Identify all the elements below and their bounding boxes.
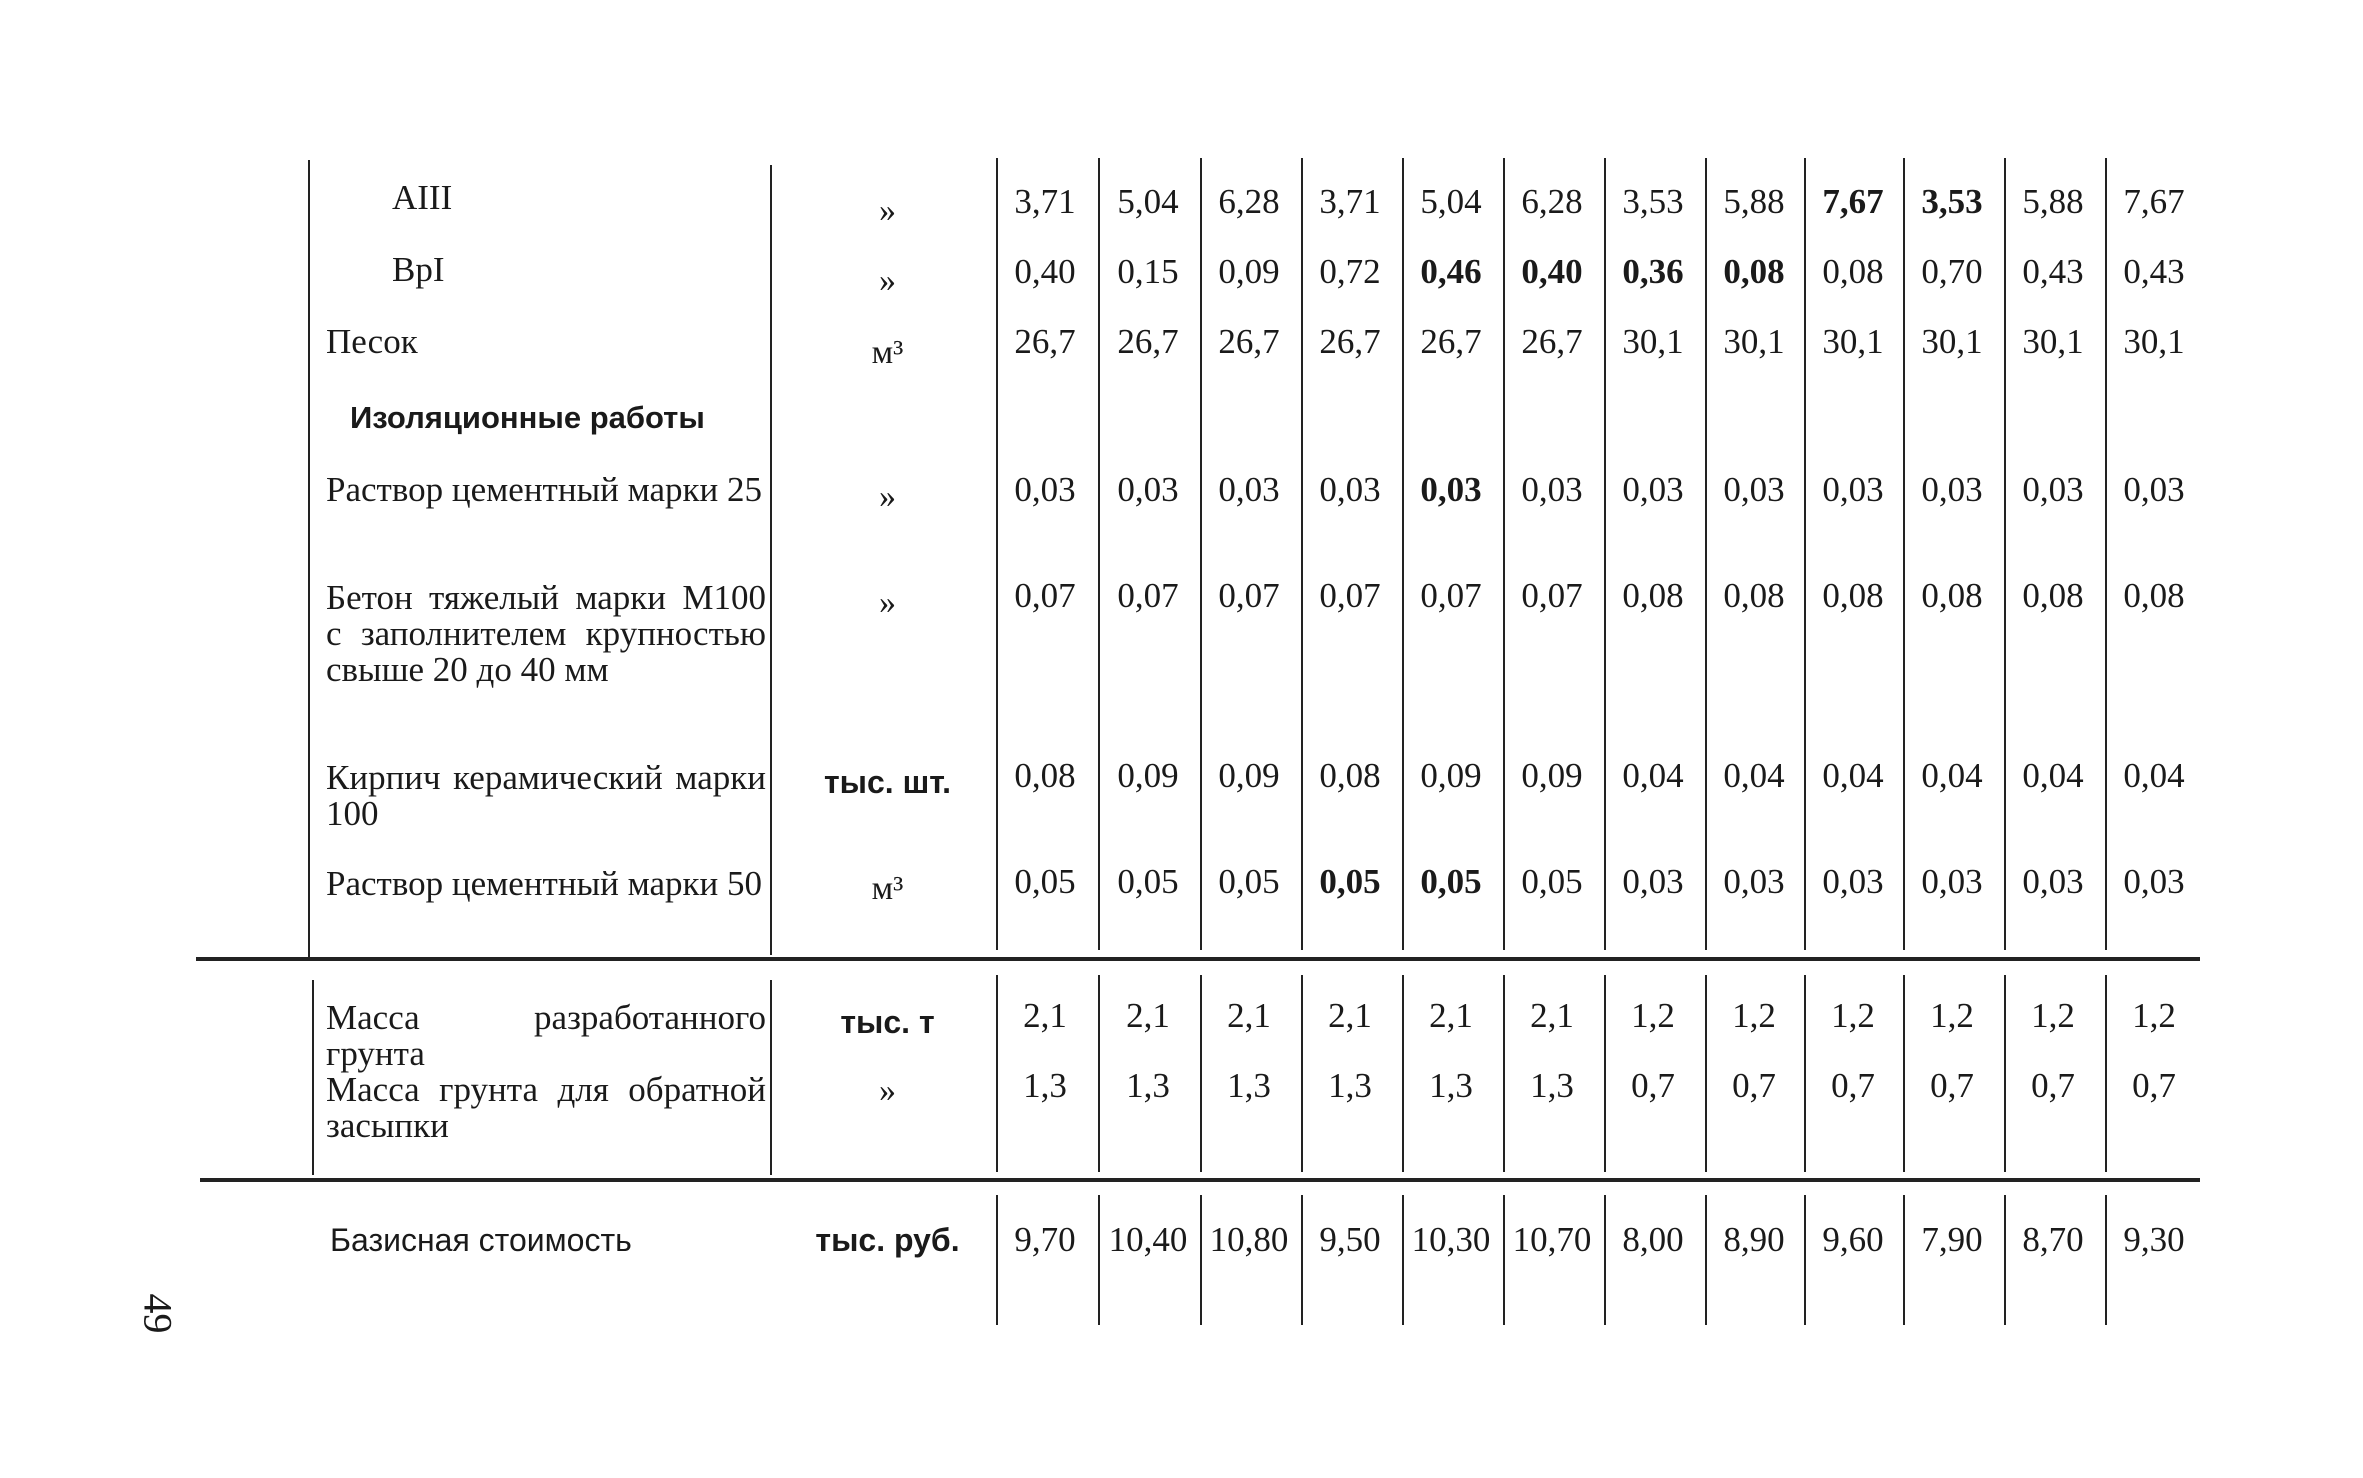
- value-cell: 10,30: [1411, 1220, 1491, 1259]
- value-cell: 8,00: [1622, 1220, 1684, 1259]
- value-cell: 26,7: [1014, 322, 1076, 361]
- value-cell: 0,03: [1622, 862, 1684, 901]
- value-cell: 0,03: [1218, 470, 1280, 509]
- left-border-line: [308, 160, 310, 960]
- row-unit-excavated-soil: тыс. т: [840, 1004, 935, 1040]
- value-cell: 0,36: [1622, 252, 1684, 291]
- value-cell: 0,08: [1822, 576, 1884, 615]
- value-cell: 0,04: [2022, 756, 2084, 795]
- value-cell: 9,60: [1822, 1220, 1884, 1259]
- value-cell: 0,43: [2123, 252, 2185, 291]
- value-cell: 0,05: [1420, 862, 1482, 901]
- value-cell: 0,03: [2123, 862, 2185, 901]
- column-divider-line: [1503, 1195, 1505, 1325]
- value-cell: 0,46: [1420, 252, 1482, 291]
- section-separator-1: [196, 957, 2200, 961]
- value-cell: 0,08: [1319, 756, 1381, 795]
- page-number: 49: [135, 1293, 181, 1334]
- column-divider-line: [1705, 1195, 1707, 1325]
- value-cell: 3,53: [1921, 182, 1983, 221]
- value-cell: 0,08: [1723, 576, 1785, 615]
- value-cell: 0,7: [1930, 1066, 1974, 1105]
- value-cell: 8,70: [2022, 1220, 2084, 1259]
- row-unit-sand: м³: [871, 334, 904, 371]
- value-cell: 7,67: [2123, 182, 2185, 221]
- value-cell: 0,07: [1319, 576, 1381, 615]
- value-cell: 0,09: [1218, 252, 1280, 291]
- value-cell: 26,7: [1218, 322, 1280, 361]
- value-cell: 30,1: [1921, 322, 1983, 361]
- value-cell: 10,70: [1512, 1220, 1592, 1259]
- row-unit-concrete: »: [879, 584, 896, 621]
- value-cell: 0,7: [1831, 1066, 1875, 1105]
- section-separator-2: [200, 1178, 2200, 1182]
- value-cell: 0,04: [1921, 756, 1983, 795]
- value-cell: 0,04: [1723, 756, 1785, 795]
- row-unit-base-cost: тыс. руб.: [815, 1222, 960, 1258]
- value-cell: 0,03: [1723, 862, 1785, 901]
- value-cell: 0,40: [1521, 252, 1583, 291]
- row-name-mortar-50: Раствор цементный марки 50: [326, 864, 762, 903]
- value-cell: 30,1: [2123, 322, 2185, 361]
- value-cell: 0,05: [1319, 862, 1381, 901]
- row-unit-backfill-soil: »: [879, 1072, 896, 1109]
- value-cell: 0,03: [1117, 470, 1179, 509]
- value-cell: 3,71: [1319, 182, 1381, 221]
- value-cell: 3,71: [1014, 182, 1076, 221]
- row-name-excavated-soil: Масса разработанного грунта: [326, 998, 766, 1073]
- value-cell: 1,3: [1023, 1066, 1067, 1105]
- section-heading-insulation: Изоляционные работы: [350, 400, 705, 435]
- value-cell: 30,1: [2022, 322, 2084, 361]
- column-divider-line: [1200, 1195, 1202, 1325]
- value-cell: 2,1: [1126, 996, 1170, 1035]
- value-cell: 30,1: [1822, 322, 1884, 361]
- value-cell: 1,2: [1631, 996, 1675, 1035]
- value-cell: 0,05: [1014, 862, 1076, 901]
- value-cell: 10,80: [1209, 1220, 1289, 1259]
- row-unit-aiii: »: [879, 192, 896, 229]
- value-cell: 0,03: [1822, 470, 1884, 509]
- value-cell: 26,7: [1319, 322, 1381, 361]
- value-cell: 26,7: [1420, 322, 1482, 361]
- value-cell: 0,15: [1117, 252, 1179, 291]
- value-cell: 2,1: [1530, 996, 1574, 1035]
- value-cell: 0,70: [1921, 252, 1983, 291]
- value-cell: 0,03: [2022, 862, 2084, 901]
- value-cell: 1,2: [2031, 996, 2075, 1035]
- row-name-concrete-m100: Бетон тяжелый марки М100 с заполнителем крупностью свыше 20 до 40 мм: [326, 578, 766, 689]
- value-cell: 0,08: [1921, 576, 1983, 615]
- value-cell: 0,07: [1218, 576, 1280, 615]
- row-name-mortar-25: Раствор цементный марки 25: [326, 470, 762, 509]
- value-cell: 0,09: [1117, 756, 1179, 795]
- value-cell: 26,7: [1521, 322, 1583, 361]
- value-cell: 0,40: [1014, 252, 1076, 291]
- value-cell: 0,08: [1014, 756, 1076, 795]
- value-cell: 9,50: [1319, 1220, 1381, 1259]
- column-divider-line: [2105, 1195, 2107, 1325]
- value-cell: 0,43: [2022, 252, 2084, 291]
- value-cell: 0,7: [2132, 1066, 2176, 1105]
- row-name-sand: Песок: [326, 322, 418, 361]
- row-name-base-cost: Базисная стоимость: [330, 1222, 632, 1258]
- column-divider-line: [996, 1195, 998, 1325]
- value-cell: 0,09: [1521, 756, 1583, 795]
- column-divider-line: [1098, 1195, 1100, 1325]
- column-divider-line: [1402, 1195, 1404, 1325]
- value-cell: 0,07: [1014, 576, 1076, 615]
- value-cell: 0,05: [1521, 862, 1583, 901]
- column-divider-line: [1604, 1195, 1606, 1325]
- value-cell: 3,53: [1622, 182, 1684, 221]
- row-name-aiii: AIII: [392, 178, 453, 217]
- value-cell: 5,88: [2022, 182, 2084, 221]
- value-cell: 0,08: [2123, 576, 2185, 615]
- row-unit-mortar-25: »: [879, 478, 896, 515]
- row-name-backfill-soil: Масса грунта для обратной засыпки: [326, 1070, 766, 1145]
- value-cell: 1,3: [1227, 1066, 1271, 1105]
- value-cell: 0,7: [1631, 1066, 1675, 1105]
- value-cell: 30,1: [1622, 322, 1684, 361]
- value-cell: 0,09: [1218, 756, 1280, 795]
- value-cell: 0,03: [1521, 470, 1583, 509]
- value-cell: 1,2: [2132, 996, 2176, 1035]
- value-cell: 0,08: [1622, 576, 1684, 615]
- value-cell: 0,03: [2022, 470, 2084, 509]
- value-cell: 1,3: [1530, 1066, 1574, 1105]
- value-cell: 1,2: [1930, 996, 1974, 1035]
- value-cell: 0,04: [1822, 756, 1884, 795]
- value-cell: 0,04: [2123, 756, 2185, 795]
- value-cell: 0,09: [1420, 756, 1482, 795]
- value-cell: 5,04: [1117, 182, 1179, 221]
- value-cell: 0,7: [2031, 1066, 2075, 1105]
- column-divider-line: [1301, 1195, 1303, 1325]
- value-cell: 0,03: [1014, 470, 1076, 509]
- value-cell: 0,03: [1921, 862, 1983, 901]
- value-cell: 1,3: [1429, 1066, 1473, 1105]
- row-unit-bpi: »: [879, 262, 896, 299]
- value-cell: 0,05: [1218, 862, 1280, 901]
- value-cell: 1,3: [1328, 1066, 1372, 1105]
- value-cell: 0,03: [2123, 470, 2185, 509]
- value-cell: 0,07: [1117, 576, 1179, 615]
- value-cell: 9,30: [2123, 1220, 2185, 1259]
- value-cell: 0,05: [1117, 862, 1179, 901]
- row-name-bpi: BpI: [392, 250, 445, 289]
- value-cell: 0,08: [1723, 252, 1785, 291]
- value-cell: 0,03: [1822, 862, 1884, 901]
- column-divider-line: [2004, 1195, 2006, 1325]
- value-cell: 0,07: [1420, 576, 1482, 615]
- value-cell: 2,1: [1023, 996, 1067, 1035]
- value-cell: 0,08: [1822, 252, 1884, 291]
- column-divider-line: [1903, 1195, 1905, 1325]
- row-unit-brick: тыс. шт.: [824, 764, 951, 800]
- name-unit-divider-lower: [770, 980, 772, 1175]
- row-name-brick: Кирпич керамический марки 100: [326, 758, 766, 833]
- value-cell: 1,2: [1732, 996, 1776, 1035]
- value-cell: 1,2: [1831, 996, 1875, 1035]
- value-cell: 0,7: [1732, 1066, 1776, 1105]
- value-cell: 0,03: [1420, 470, 1482, 509]
- value-cell: 2,1: [1328, 996, 1372, 1035]
- left-border-line-lower: [312, 980, 314, 1175]
- value-cell: 0,03: [1723, 470, 1785, 509]
- value-cell: 30,1: [1723, 322, 1785, 361]
- value-cell: 1,3: [1126, 1066, 1170, 1105]
- value-cell: 26,7: [1117, 322, 1179, 361]
- value-cell: 0,03: [1921, 470, 1983, 509]
- value-cell: 0,03: [1622, 470, 1684, 509]
- value-cell: 2,1: [1429, 996, 1473, 1035]
- value-cell: 0,03: [1319, 470, 1381, 509]
- value-cell: 6,28: [1218, 182, 1280, 221]
- value-cell: 0,08: [2022, 576, 2084, 615]
- value-cell: 10,40: [1108, 1220, 1188, 1259]
- value-cell: 6,28: [1521, 182, 1583, 221]
- value-cell: 7,67: [1822, 182, 1884, 221]
- value-cell: 5,88: [1723, 182, 1785, 221]
- row-unit-mortar-50: м³: [871, 870, 904, 907]
- column-divider-line: [1804, 1195, 1806, 1325]
- value-cell: 7,90: [1921, 1220, 1983, 1259]
- value-cell: 9,70: [1014, 1220, 1076, 1259]
- value-cell: 0,07: [1521, 576, 1583, 615]
- value-cell: 0,72: [1319, 252, 1381, 291]
- value-cell: 2,1: [1227, 996, 1271, 1035]
- value-cell: 8,90: [1723, 1220, 1785, 1259]
- value-cell: 0,04: [1622, 756, 1684, 795]
- value-cell: 5,04: [1420, 182, 1482, 221]
